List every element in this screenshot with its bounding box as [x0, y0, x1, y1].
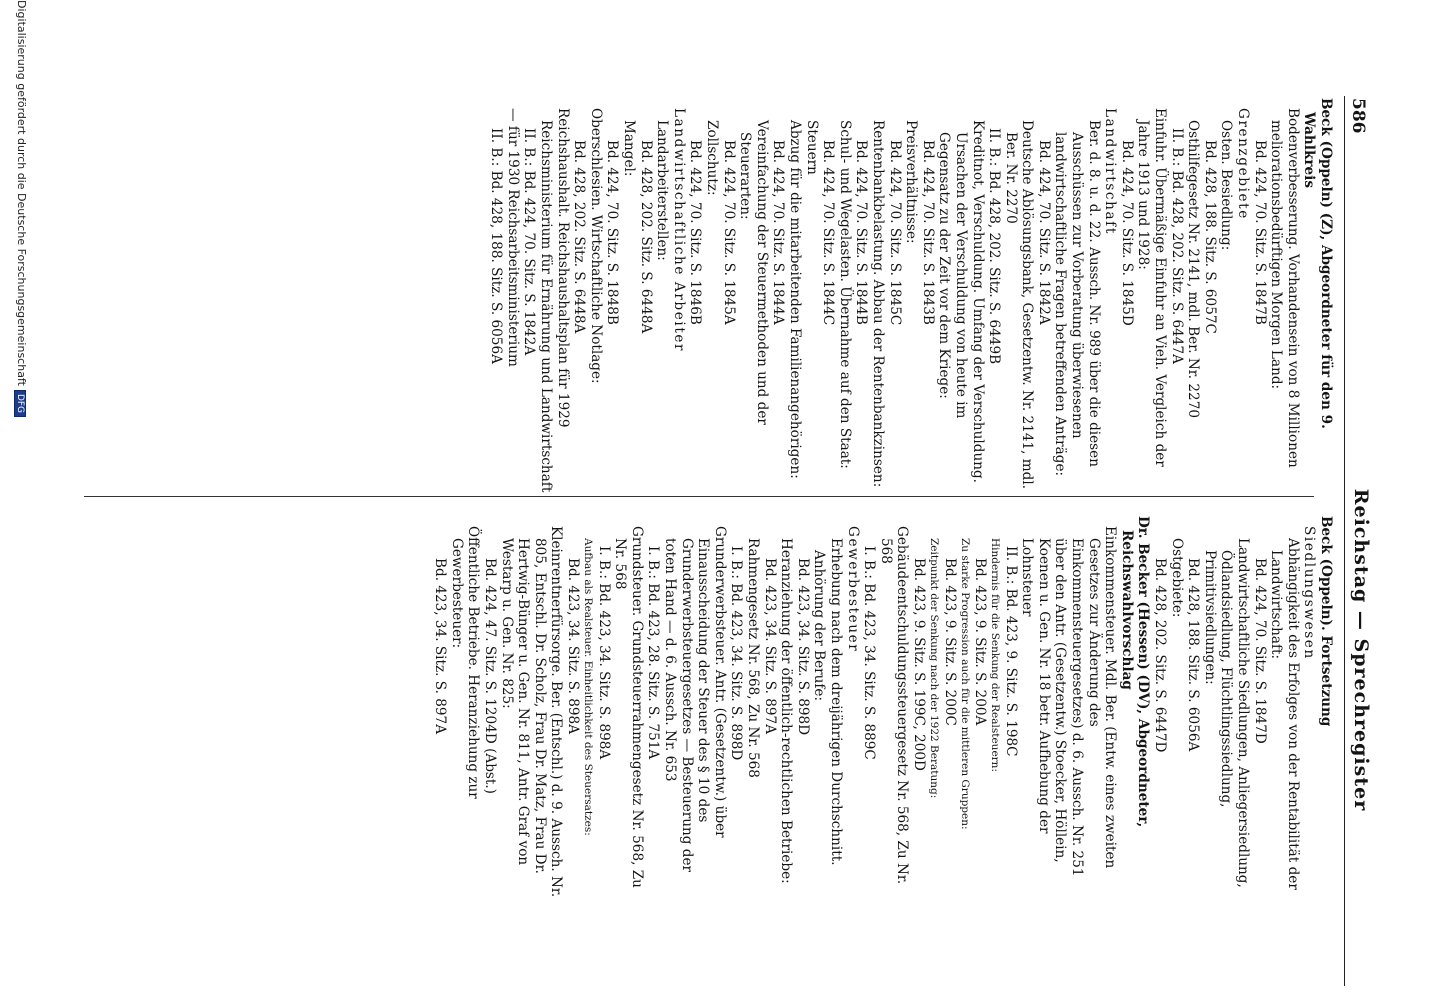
register-entry: Bd. 424, 47. Sitz. S. 1204D (Abst.) [482, 558, 499, 794]
register-entry: Bd. 423, 34. Sitz. S. 897A [761, 558, 778, 735]
register-entry: Bd. 423, 9. Sitz. S. 199C, 200D [910, 558, 927, 771]
register-entry: Gebäudeentschuldungssteuergesetz Nr. 568, Zu Nr. 568 [877, 526, 911, 885]
register-entry: I. B.: Bd. 423, 34. Sitz. S. 889C [861, 546, 878, 760]
register-entry: Hindernis für die Senkung der Realsteuern: [989, 538, 1002, 772]
register-entry: Bd. 428, 188. Sitz. S. 6057C [1201, 140, 1218, 334]
register-entry: — für 1930 Reichsarbeitsministerium [504, 108, 521, 367]
register-entry: Abhängigkeit des Erfolges von der Rentabilität der Landwirtschaft: [1268, 538, 1301, 890]
register-entry: II. B.: Bd. 428, 202. Sitz. S. 6447A [1168, 128, 1185, 364]
register-entry: Vereinfachung der Steuermethoden und der Steuerarten: [737, 120, 770, 425]
register-entry: Bd. 423, 34. Sitz. S. 898A [565, 558, 582, 735]
register-entry: Mangel: [621, 120, 638, 177]
right-column [432, 516, 1334, 911]
register-entry: Bd. 424, 70. Sitz. S. 1842A [1035, 140, 1052, 325]
register-entry: Bd. 424, 70. Sitz. S. 1848B [604, 140, 621, 325]
register-entry: Ostgebiete: [1168, 538, 1185, 618]
register-entry: Zollschutz: [704, 120, 721, 196]
register-entry: Dr. Becker (Hessen) (DV), Abgeordneter, Reichswahlvorschlag [1118, 516, 1152, 828]
register-entry: I. B.: Bd. 423, 34. Sitz. S. 898D [728, 546, 745, 761]
register-entry: I. B.: Bd. 423, 28. Sitz. S. 751A [645, 546, 662, 760]
register-entry: Bd. 428, 202. Sitz. S. 6448A [637, 140, 654, 334]
register-entry: Oberschlesien. Wirtschaftliche Notlage: [587, 108, 604, 384]
register-entry: Kleinrentnerfürsorge. Ber. (Entschl.) d. 9. Aussch. Nr. 805, Entschl. Dr. Scholz, Frau Dr. Matz, Frau Dr. Hertwig-Bünger u. Gen. Nr. 811, Antr. Graf von Westarp u. Gen. Nr. 825: [498, 526, 565, 898]
register-entry: Landwirtschaftliche Arbeiter [670, 108, 687, 353]
register-entry: Zeitpunkt der Senkung nach der 1922 Beratung: [927, 538, 940, 799]
register-entry: Bd. 424, 70. Sitz. S. 1847B [1251, 140, 1268, 325]
register-entry: Grundsteuer. Grundsteuerrahmengesetz Nr. 568, Zu Nr. 568 [612, 526, 645, 888]
register-entry: Bd. 428, 188. Sitz. S. 6056A [1185, 558, 1202, 752]
register-entry: Zu starke Progression auch für die mittleren Gruppen: [958, 538, 971, 830]
register-entry: Bd. 424, 70. Sitz. S. 1844B [853, 140, 870, 325]
register-entry: Bd. 428, 202. Sitz. S. 6448A [571, 140, 588, 334]
register-entry: Bd. 423, 9. Sitz. S. 200A [972, 558, 989, 726]
register-entry: Bd. 424, 70. Sitz. S. 1843B [919, 140, 936, 325]
register-entry: Osthilfegesetz Nr. 2141, mdl. Ber. Nr. 2270 [1185, 120, 1202, 418]
register-entry: Bd. 424, 70. Sitz. S. 1844A [770, 140, 787, 325]
register-entry: Beck (Oppeln). Fortsetzung [1318, 516, 1334, 727]
register-entry: Rahmengesetz Nr. 568, Zu Nr. 568 [745, 538, 761, 778]
register-entry: Bd. 423, 9. Sitz. S. 200C [941, 558, 958, 726]
register-entry: Deutsche Ablösungsbank, Gesetzentw. Nr. 2141, mdl. Ber. Nr. 2270 [1002, 120, 1036, 490]
register-entry: Osten. Besiedlung: [1218, 120, 1235, 251]
register-entry: Landwirtschaftliche Siedlungen, Anliegersiedlung, Ödlandsiedlung, Flüchtlingssiedlung, Primitivsiedlungen: [1201, 538, 1252, 888]
register-entry: Erhebung nach dem dreijährigen Durchschnitt. Anhörung der Berufe: [811, 538, 844, 866]
register-entry: I. B.: Bd. 423, 34. Sitz. S. 898A [595, 546, 612, 760]
register-entry: Bd. 424, 70. Sitz. S. 1845C [886, 140, 903, 326]
register-entry: Einkommensteuer. Mdl. Ber. (Entw. eines zweiten Gesetzes zur Änderung des Einkommensteuergesetzes) d. 6. Aussch. Nr. 251 über den Antr. (Gesetzentw.) Stoecker, Höllein, Koenen u. Gen. Nr. 18 betr. Aufhebung der Lohnsteuer [1019, 526, 1119, 877]
register-entry: Preisverhältnisse: [903, 120, 920, 244]
register-entry: Grenzgebiete [1235, 108, 1252, 220]
left-column [488, 98, 1334, 493]
column-divider [84, 496, 1314, 497]
register-entry: Landwirtschaft [1102, 108, 1119, 235]
register-entry: Grunderwerbsteuer. Antr. (Gesetzentw.) über Einausscheidung der Steuer des § 10 des Grunderwerbsteuergesetzes — Besteuerung der toten Hand — d. 6. Aussch. Nr. 653 [662, 526, 728, 873]
register-entry: Bd. 423, 34. Sitz. S. 898D [794, 558, 811, 736]
footer [14, 0, 28, 1000]
register-entry: Kreditnot, Verschuldung. Umfang der Verschuldung. Ursachen der Verschuldung von heute im Gegensatz zu der Zeit vor dem Kriege: [936, 120, 986, 483]
register-entry: Landarbeiterstellen: [654, 120, 671, 261]
register-entry: Reichshaushalt. Reichshaushaltsplan für 1929 Reichsministerium für Ernährung und Landwirtschaft [538, 108, 571, 493]
page-header-title: Reichstag — Sprechregister [1350, 488, 1372, 812]
register-entry: II. B.: Bd. 423, 9. Sitz. S. 198C [1002, 546, 1019, 757]
register-entry: Bd. 424, 70. Sitz. S. 1847D [1251, 558, 1268, 744]
register-entry: Rentenbankbelastung. Abbau der Rentenbankzinsen: [869, 120, 886, 488]
register-entry: Steuern [803, 120, 820, 175]
footer-text: Digitalisierung gefördert durch die Deutsche Forschungsgemeinschaft [15, 0, 28, 386]
register-entry: Gewerbesteuer [844, 526, 861, 653]
register-entry: Bd. 424, 70. Sitz. S. 1846B [687, 140, 704, 325]
register-entry: Abzug für die mitarbeitenden Familienangehörigen: [787, 120, 803, 479]
register-entry: Bodenverbesserung. Vorhandensein von 8 Millionen meliorationsbedürftigen Morgen Land: [1268, 108, 1301, 468]
register-entry: Bd. 424, 70. Sitz. S. 1845A [720, 140, 737, 325]
register-entry: Öffentliche Betriebe. Heranziehung zur Gewerbesteuer: [448, 526, 482, 799]
register-entry: Ber. d. 8. u. d. 22. Aussch. Nr. 989 über die diesen Ausschüssen zur Vorberatung überwiesenen landwirtschaftliche Fragen betreffenden Anträge: [1052, 120, 1102, 477]
register-entry: Bd. 428, 202. Sitz. S. 6447D [1152, 558, 1169, 753]
header-rule [1344, 96, 1345, 986]
register-entry: II. B.: Bd. 428, 202. Sitz. S. 6449B [986, 128, 1003, 365]
register-entry: Bd. 423, 34. Sitz. S. 897A [432, 558, 449, 735]
register-entry: Einfuhr. Übermäßige Einfuhr an Vieh. Vergleich der Jahre 1913 und 1928: [1135, 108, 1169, 467]
page-number: 586 [1348, 98, 1368, 134]
register-entry: Schul- und Wegelasten. Übernahme auf den Staat: [836, 120, 853, 469]
register-entry: Bd. 424, 70. Sitz. S. 1845D [1118, 140, 1135, 326]
register-entry: Siedlungswesen [1301, 526, 1318, 660]
register-entry: Aufbau als Realsteuer. Einheitlichkeit des Steuersatzes: [582, 538, 595, 836]
register-entry: Bd. 424, 70. Sitz. S. 1844C [820, 140, 837, 326]
register-entry: Beck (Oppeln) (Z), Abgeordneter für den 9. Wahlkreis [1301, 98, 1334, 429]
register-entry: Heranziehung der öffentlich-rechtlichen Betriebe: [778, 538, 795, 884]
dfg-logo: DFG [14, 390, 26, 417]
register-entry: II. B.: Bd. 428, 188. Sitz. S. 6056A [488, 128, 505, 364]
register-entry: II. B.: Bd. 424, 70. Sitz. S. 1842A [521, 128, 538, 356]
